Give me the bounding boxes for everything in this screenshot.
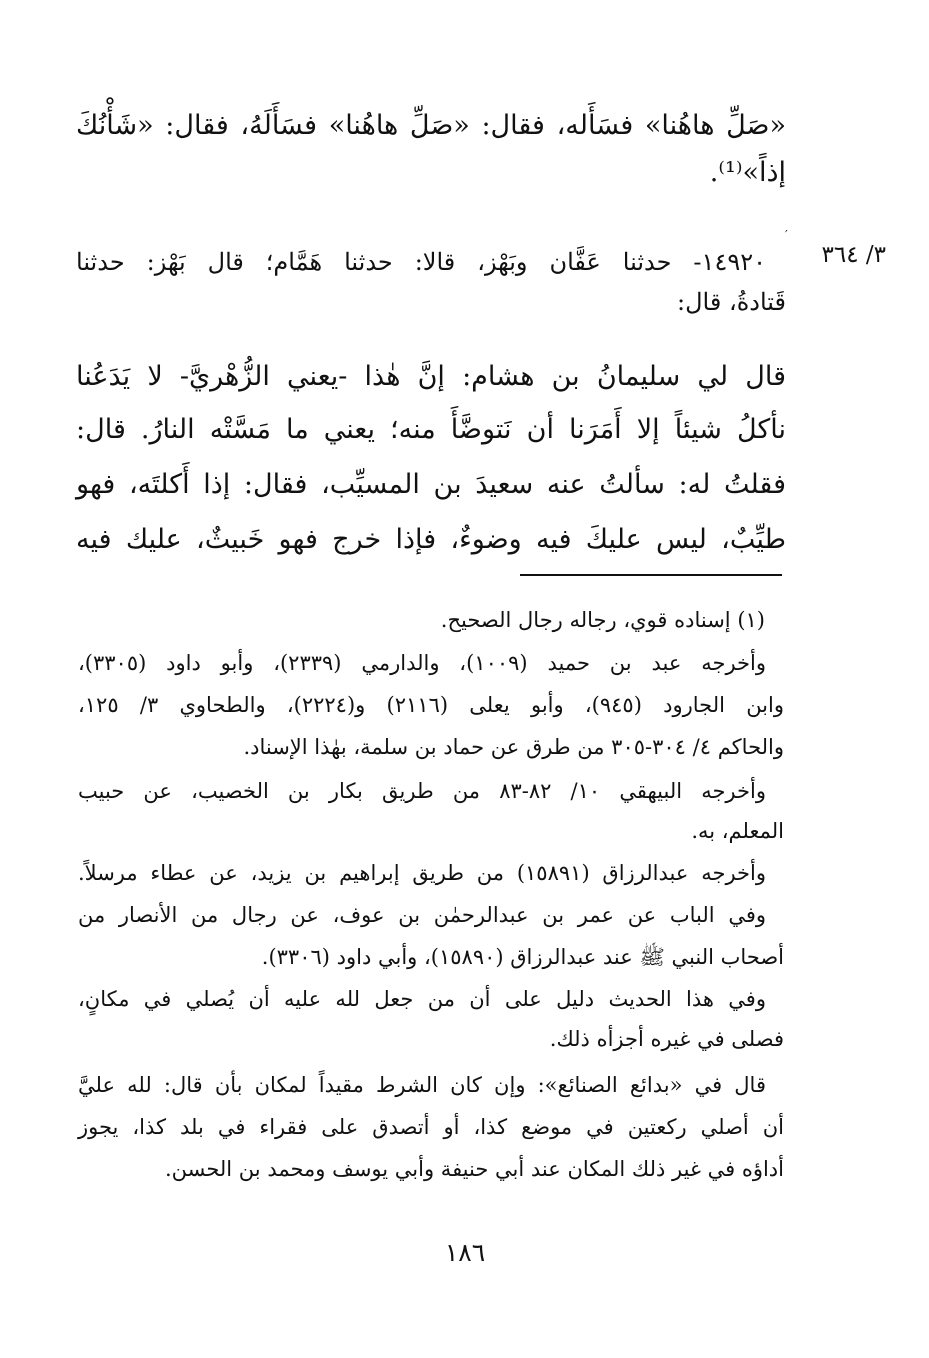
margin-reference: ٣/ ٣٦٤ [821, 242, 886, 268]
footnote-4: والحاكم ٤/ ٣٠٤-٣٠٥ من طرق عن حماد بن سلمة، بهٰذا الإسناد. [243, 735, 784, 759]
footnote-9: أصحاب النبي ﷺ عند عبدالرزاق (١٥٨٩٠)، وأبي داود (٣٣٠٦). [261, 945, 784, 969]
footnote-12: قال في «بدائع الصنائع»: وإن كان الشرط مقيداً لمكان بأن قال: لله عليَّ [78, 1073, 766, 1097]
footnote-1: (١) إسناده قوي، رجاله رجال الصحيح. [440, 608, 765, 632]
footnote-13: أن أصلي ركعتين في موضع كذا، أو أتصدق على فقراء في بلد كذا، يجوز [78, 1115, 784, 1139]
footnote-8: وفي الباب عن عمر بن عبدالرحمٰن بن عوف، عن رجال من الأنصار من [78, 903, 766, 927]
page-number: ١٨٦ [444, 1238, 486, 1267]
footnote-5: وأخرجه البيهقي ١٠/ ٨٢-٨٣ من طريق بكار بن الخصيب، عن حبيب [78, 779, 766, 803]
cursor-mark-icon: ′ [785, 228, 788, 242]
main-text-line-2: إذاً»⁽¹⁾. [709, 157, 786, 188]
footnote-3: وابن الجارود (٩٤٥)، وأبو يعلى (٢١١٦) و(٢٢٢٤)، والطحاوي ٣/ ١٢٥، [78, 693, 785, 717]
footnote-14: أداؤه في غير ذلك المكان عند أبي حنيفة وأبي يوسف ومحمد بن الحسن. [164, 1157, 784, 1181]
hadith-heading-line-2: قَتادةُ، قال: [677, 288, 786, 316]
footnote-2: وأخرجه عبد بن حميد (١٠٠٩)، والدارمي (٢٣٣٩)، وأبو داود (٣٣٠٥)، [78, 651, 766, 675]
main-text-line-7: فقلتُ له: سألتُ عنه سعيدَ بن المسيِّب، فقال: إذا أَكلتَه، فهو [76, 469, 786, 500]
footnote-10: وفي هذا الحديث دليل على أن من جعل لله عليه أن يُصلي في مكانٍ، [78, 987, 766, 1011]
footnote-separator [520, 574, 782, 576]
main-text-line-6: نأكلُ شيئاً إلا أَمَرَنا أن نَتوضَّأَ منه؛ يعني ما مَسَّتْه النارُ. قال: [76, 414, 786, 445]
main-text-line-5: قال لي سليمانُ بن هشام: إنَّ هٰذا -يعني الزُّهْريَّ- لا يَدَعُنا [76, 361, 786, 392]
footnote-7: وأخرجه عبدالرزاق (١٥٨٩١) من طريق إبراهيم بن يزيد، عن عطاء مرسلاً. [78, 861, 766, 885]
footnote-11: فصلى في غيره أجزأه ذلك. [549, 1027, 784, 1051]
main-text-line-1: «صَلِّ هاهُنا» فسَأَله، فقال: «صَلِّ هاهُنا» فسَأَلَهُ، فقال: «شَأْنُكَ [76, 110, 786, 141]
footnote-6: المعلم، به. [691, 819, 784, 843]
main-text-line-8: طيِّبٌ، ليس عليكَ فيه وضوءٌ، فإذا خرج فهو خَبيثٌ، عليك فيه [76, 524, 786, 555]
hadith-heading-line-1: ١٤٩٢٠- حدثنا عَفَّان وبَهْز، قالا: حدثنا هَمَّام؛ قال بَهْز: حدثنا [76, 248, 766, 276]
